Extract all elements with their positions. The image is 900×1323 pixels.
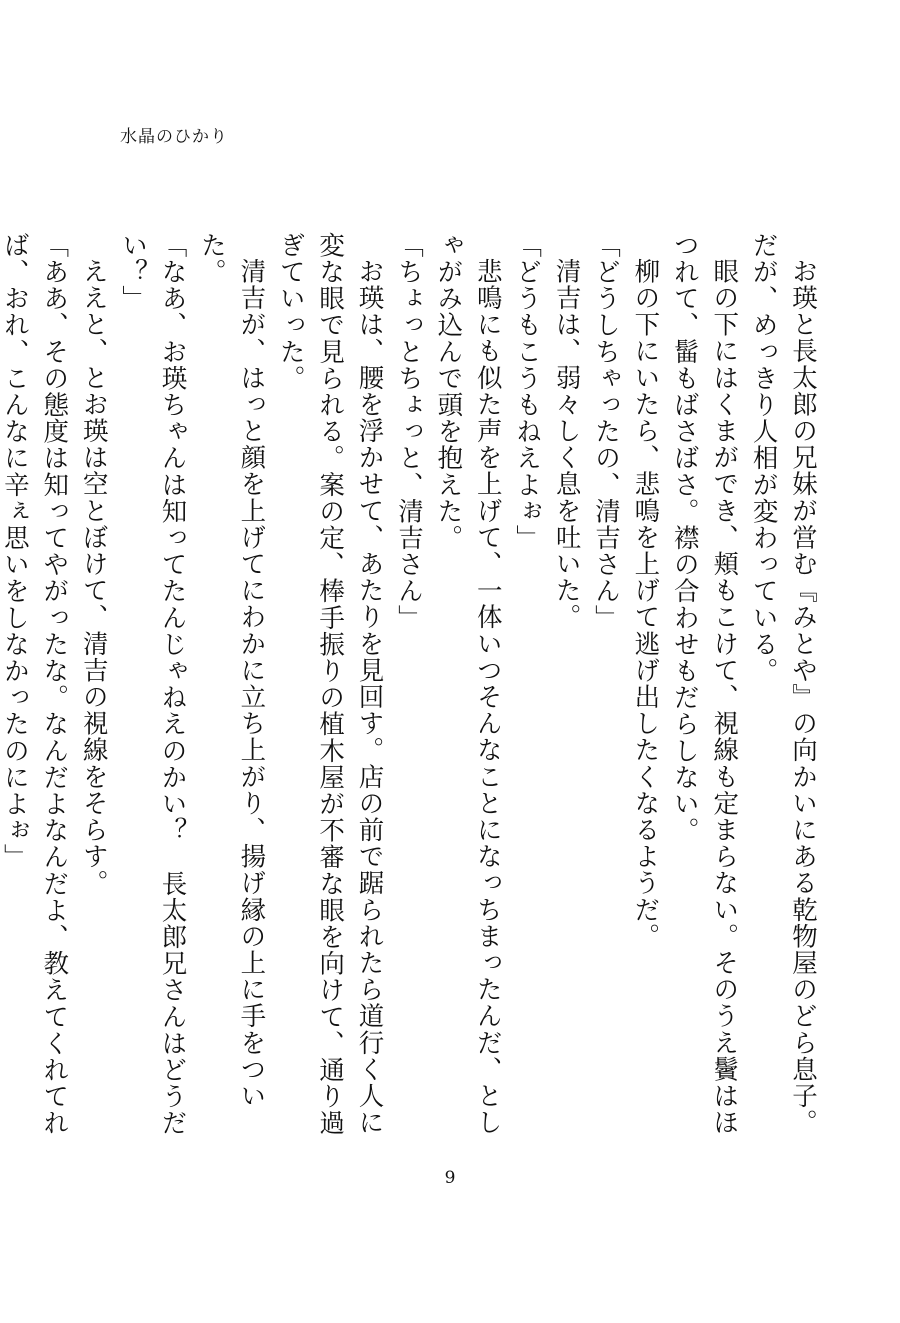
paragraph: 柳の下にいたら、悲鳴を上げて逃げ出したくなるようだ。 [630, 257, 661, 950]
paragraph: お瑛は、腰を浮かせて、あたりを見回す。店の前で踞られたら道行く人に変な眼で見られる。案の定、棒手振りの植木屋が不審な眼を向けて、通り過ぎていった。 [275, 232, 385, 1137]
paragraph: 「なあ、お瑛ちゃんは知ってたんじゃねえのかい？ 長太郎兄さんはどうだい？」 [118, 232, 188, 1137]
paragraph: お瑛と長太郎の兄妹が営む『みとや』の向かいにある乾物屋のどら息子。だが、めっきり人相が変わっている。 [748, 232, 818, 1136]
paragraph: 清吉は、弱々しく息を吐いた。 [551, 257, 582, 630]
page-number: 9 [444, 1168, 456, 1188]
body-text [0, 232, 822, 1152]
paragraph: 「ああ、その態度は知ってやがったな。なんだよなんだよ、教えてくれてれば、おれ、こんなに辛ぇ思いをしなかったのによぉ」 [0, 232, 70, 1137]
running-head: 水晶のひかり [120, 127, 228, 147]
paragraph: 悲鳴にも似た声を上げて、一体いつそんなことになっちまったんだ、としゃがみ込んで頭を抱えた。 [433, 232, 503, 1136]
paragraph: 「ちょっとちょっと、清吉さん」 [393, 232, 424, 631]
paragraph: 「どうもこうもねえよぉ」 [512, 232, 543, 552]
paragraph: 眼の下にはくまができ、頬もこけて、視線も定まらない。そのうえ鬢はほつれて、髷もばさばさ。襟の合わせもだらしない。 [669, 232, 740, 1136]
paragraph: ええと、とお瑛は空とぼけて、清吉の視線をそらす。 [78, 257, 109, 896]
paragraph: 「どうしちゃったの、清吉さん」 [590, 232, 621, 631]
paragraph: 清吉が、はっと顔を上げてにわかに立ち上がり、揚げ縁の上に手をついた。 [196, 232, 267, 1109]
